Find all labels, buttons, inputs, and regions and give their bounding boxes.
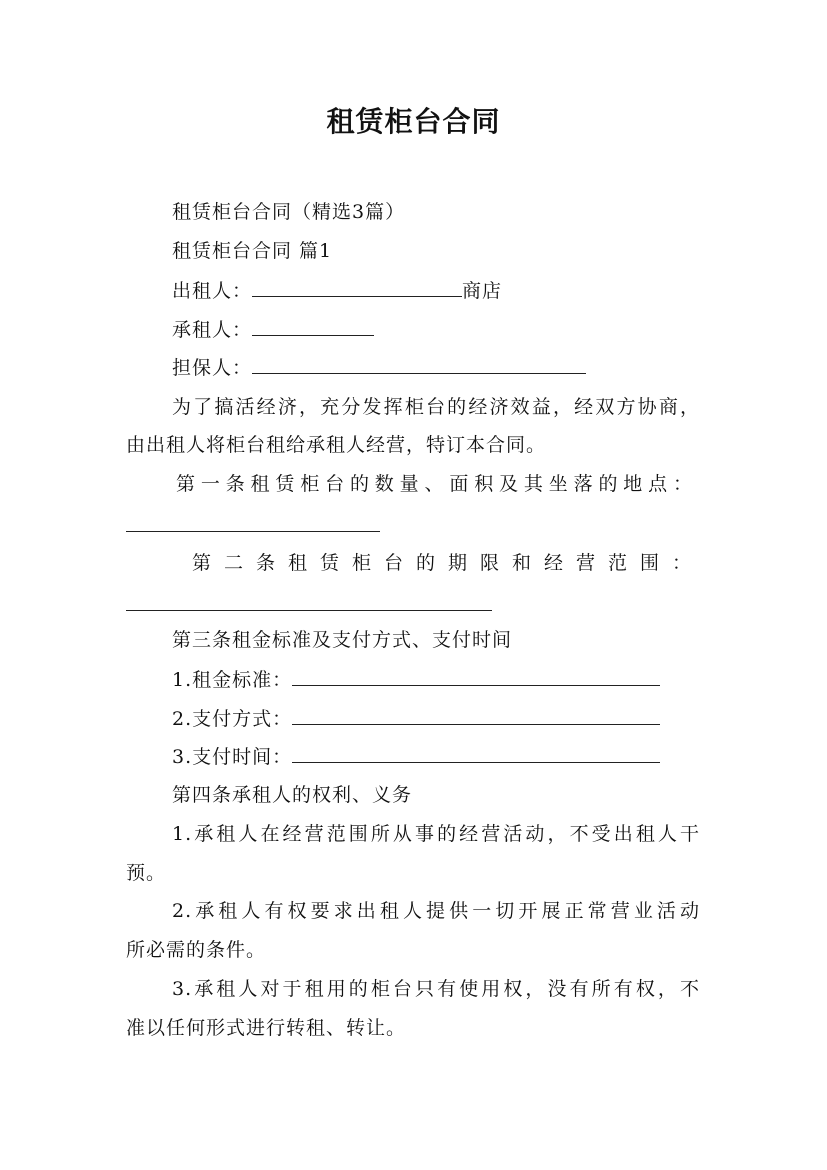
rent-standard-label: 1.租金标准：: [172, 669, 293, 691]
payment-method-label: 2.支付方式：: [172, 708, 293, 730]
article-3-item-1: [172, 665, 660, 694]
document-title: 租赁柜台合同: [326, 105, 501, 138]
article-2: 第二条租赁柜台的期限和经营范围：: [192, 552, 692, 574]
article-4-clause-1-line-2: 预。: [126, 862, 167, 884]
lessor-suffix: 商店: [462, 280, 503, 302]
document-subtitle: 租赁柜台合同（精选3篇）: [172, 201, 406, 223]
guarantor-label: 担保人：: [172, 357, 253, 379]
payment-method-blank: [292, 704, 660, 725]
preamble-line-1: 为了搞活经济，充分发挥柜台的经济效益，经双方协商，: [172, 396, 700, 418]
guarantor-line: [172, 353, 586, 382]
lessee-label: 承租人：: [172, 319, 253, 341]
rent-standard-blank: [292, 665, 660, 686]
article-3-item-3: [172, 742, 660, 771]
guarantor-blank: [252, 353, 586, 374]
article-4-clause-2-line-1: 2.承租人有权要求出租人提供一切开展正常营业活动: [172, 900, 700, 922]
payment-time-label: 3.支付时间：: [172, 746, 293, 768]
part-heading: 租赁柜台合同 篇1: [172, 240, 333, 262]
article-1-blank: [126, 530, 380, 532]
preamble-line-2: 由出租人将柜台租给承租人经营，特订本合同。: [126, 434, 547, 456]
lessee-line: [172, 315, 374, 344]
payment-time-blank: [292, 742, 660, 763]
article-4-clause-1-line-1: 1.承租人在经营范围所从事的经营活动，不受出租人干: [172, 823, 700, 845]
article-1: 第一条租赁柜台的数量、面积及其坐落的地点：: [176, 473, 693, 495]
article-2-blank: [126, 609, 492, 611]
article-3-heading: 第三条租金标准及支付方式、支付时间: [172, 629, 513, 651]
article-4-clause-3-line-1: 3.承租人对于租用的柜台只有使用权，没有所有权，不: [172, 978, 700, 1000]
lessee-blank: [252, 315, 374, 336]
article-4-clause-3-line-2: 准以任何形式进行转租、转让。: [126, 1017, 407, 1039]
lessor-blank: [252, 276, 462, 297]
article-4-heading: 第四条承租人的权利、义务: [172, 784, 413, 806]
lessor-line: [172, 276, 502, 305]
article-4-clause-2-line-2: 所必需的条件。: [126, 939, 267, 961]
article-3-item-2: [172, 704, 660, 733]
lessor-label: 出租人：: [172, 280, 253, 302]
